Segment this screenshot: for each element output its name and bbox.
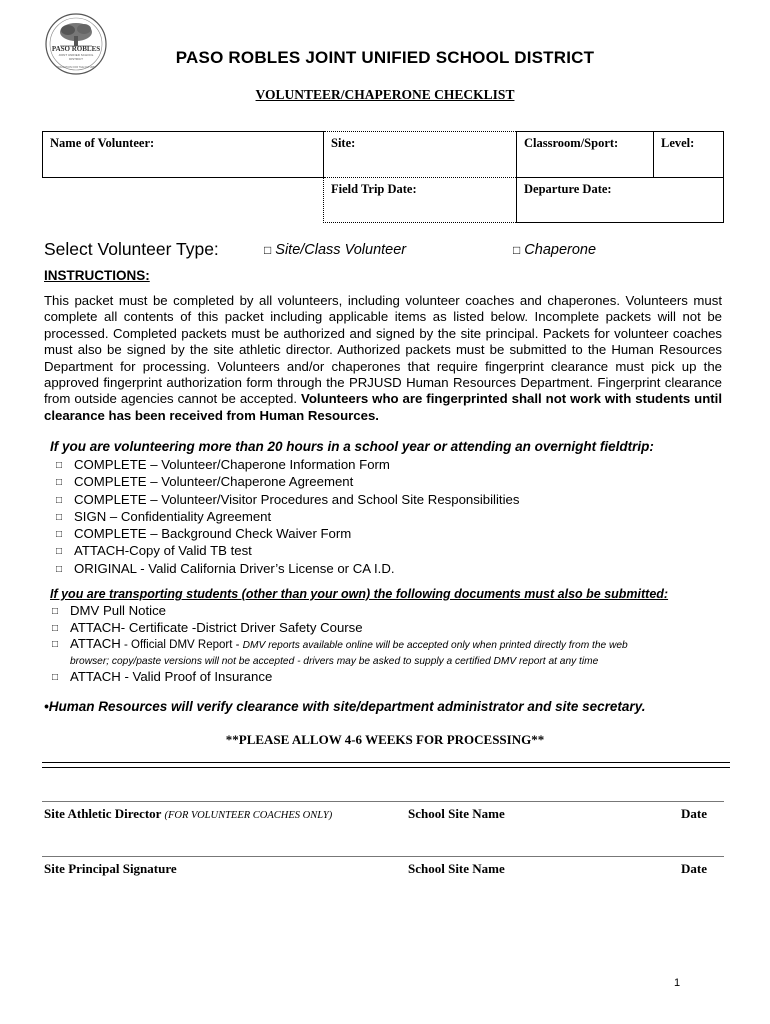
logo-text-top: PASO ROBLES: [51, 45, 101, 53]
checklist-item[interactable]: [52, 603, 628, 620]
checklist-item-note: [52, 653, 628, 669]
checklist-item[interactable]: [56, 526, 519, 543]
checkbox-icon[interactable]: □: [56, 546, 63, 558]
dmv-report-note: DMV reports available online will be accepted only when printed directly from the web: [242, 640, 628, 652]
school-site-name-label: School Site Name: [408, 861, 505, 876]
dmv-report-note-continued: browser; copy/paste versions will not be accepted - drivers may be asked to supply a certified DMV report at any time: [70, 656, 599, 668]
checklist-item[interactable]: [52, 669, 628, 686]
hr-verification-note: •Human Resources will verify clearance with site/department administrator and site secretary.: [44, 699, 646, 714]
site-field[interactable]: Site:: [324, 132, 517, 178]
checkbox-icon[interactable]: □: [513, 243, 521, 257]
checklist-item-label: COMPLETE – Volunteer/Chaperone Agreement: [74, 474, 354, 490]
checklist-item-label: ORIGINAL - Valid California Driver’s License or CA I.D.: [74, 560, 395, 576]
instructions-body: This packet must be completed by all volunteers, including volunteer coaches and chaperones. Volunteers must complete all contents of this packet including applicable items as listed below. Incomplete packets will not be processed. Completed packets must be authorized and signed by the site principal. Packets for volunteer coaches must also be signed by the site athletic director. Authorized packets must be submitted to the Human Resources Department for processing. Volunteers and/or chaperones that require fingerprint clearance must pick up the approved fingerprint authorization form through the PRJUSD Human Resources Department. Fingerprint clearance from outside agencies cannot be accepted.: [44, 293, 722, 407]
page-number: 1: [674, 977, 681, 989]
dmv-report-label: - Official DMV Report -: [120, 639, 243, 652]
checkbox-icon[interactable]: □: [56, 529, 63, 541]
instructions-heading: INSTRUCTIONS:: [44, 268, 150, 283]
school-site-name-label: School Site Name: [408, 806, 505, 821]
section2-heading: If you are transporting students (other than your own) the following documents must also be submitted:: [50, 587, 669, 601]
volunteer-type-label: Select Volunteer Type:: [44, 239, 219, 259]
checklist-item-label: ATTACH-Copy of Valid TB test: [74, 543, 252, 559]
athletic-director-text: Site Athletic Director: [44, 806, 162, 821]
checklist-item-label: COMPLETE – Volunteer/Visitor Procedures and School Site Responsibilities: [74, 491, 520, 507]
athletic-director-note: (FOR VOLUNTEER COACHES ONLY): [164, 810, 333, 821]
checklist-item-label: ATTACH: [70, 636, 121, 652]
checklist-item-label: DMV Pull Notice: [70, 603, 167, 618]
instructions-paragraph: [44, 293, 722, 424]
section1-heading: If you are volunteering more than 20 hours in a school year or attending an overnight fieldtrip:: [50, 439, 654, 454]
checklist-item[interactable]: [52, 620, 628, 637]
instructions-bold-note: Volunteers who are fingerprinted shall not work with students until clearance has been received from Human Resources.: [44, 391, 722, 423]
date-label: Date: [681, 806, 707, 821]
checkbox-icon[interactable]: □: [56, 494, 63, 506]
checkbox-icon[interactable]: □: [52, 606, 59, 617]
level-field[interactable]: Level:: [654, 132, 724, 178]
principal-signature-label: Site Principal Signature: [44, 861, 177, 876]
athletic-director-signature-line[interactable]: [42, 801, 724, 802]
departure-date-field[interactable]: Departure Date:: [517, 178, 724, 223]
checklist-item-label: SIGN – Confidentiality Agreement: [74, 508, 272, 524]
checklist-item[interactable]: [56, 457, 519, 474]
checklist-item[interactable]: [56, 492, 519, 509]
form-title: VOLUNTEER/CHAPERONE CHECKLIST: [255, 87, 515, 102]
processing-time-note: **PLEASE ALLOW 4-6 WEEKS FOR PROCESSING**: [225, 732, 545, 747]
chaperone-option[interactable]: [513, 242, 596, 258]
volunteer-info-table: [42, 131, 724, 223]
logo-ring-text: EDUCATION FOR THE FUTURE: [56, 66, 96, 69]
double-divider: [42, 762, 730, 768]
checklist-item[interactable]: [56, 509, 519, 526]
chaperone-label: Chaperone: [524, 242, 597, 258]
site-class-volunteer-label: Site/Class Volunteer: [275, 242, 407, 258]
checkbox-icon[interactable]: □: [56, 511, 63, 523]
checkbox-icon[interactable]: □: [56, 477, 63, 489]
checklist-item-label: ATTACH- Certificate -District Driver Safety Course: [70, 620, 363, 636]
empty-cell: [43, 178, 324, 223]
date-label: Date: [681, 861, 707, 876]
checklist-item[interactable]: [52, 637, 628, 653]
checkbox-icon[interactable]: □: [52, 623, 59, 635]
section1-checklist: [56, 457, 519, 578]
checklist-item-label: COMPLETE – Background Check Waiver Form: [74, 526, 352, 542]
district-title: PASO ROBLES JOINT UNIFIED SCHOOL DISTRICT: [175, 48, 595, 67]
checklist-item[interactable]: [56, 474, 519, 491]
checkbox-icon[interactable]: □: [56, 460, 63, 471]
site-class-volunteer-option[interactable]: [264, 242, 406, 258]
checkbox-icon[interactable]: □: [56, 563, 63, 575]
section2-checklist: [52, 603, 628, 687]
athletic-director-label: [44, 806, 332, 822]
checkbox-icon[interactable]: □: [264, 243, 272, 257]
checklist-item[interactable]: [56, 543, 519, 560]
checklist-item-label: COMPLETE – Volunteer/Chaperone Information Form: [74, 457, 390, 472]
principal-signature-line[interactable]: [42, 856, 724, 857]
checkbox-icon[interactable]: □: [52, 639, 59, 651]
checklist-item-label: ATTACH - Valid Proof of Insurance: [70, 669, 273, 685]
name-of-volunteer-field[interactable]: Name of Volunteer:: [43, 132, 324, 178]
checklist-item[interactable]: [56, 561, 519, 578]
logo-text-bottom: JOINT UNIFIED SCHOOL DISTRICT: [58, 53, 94, 61]
field-trip-date-field[interactable]: Field Trip Date:: [324, 178, 517, 223]
checkbox-icon[interactable]: □: [52, 672, 59, 684]
classroom-sport-field[interactable]: Classroom/Sport:: [517, 132, 654, 178]
